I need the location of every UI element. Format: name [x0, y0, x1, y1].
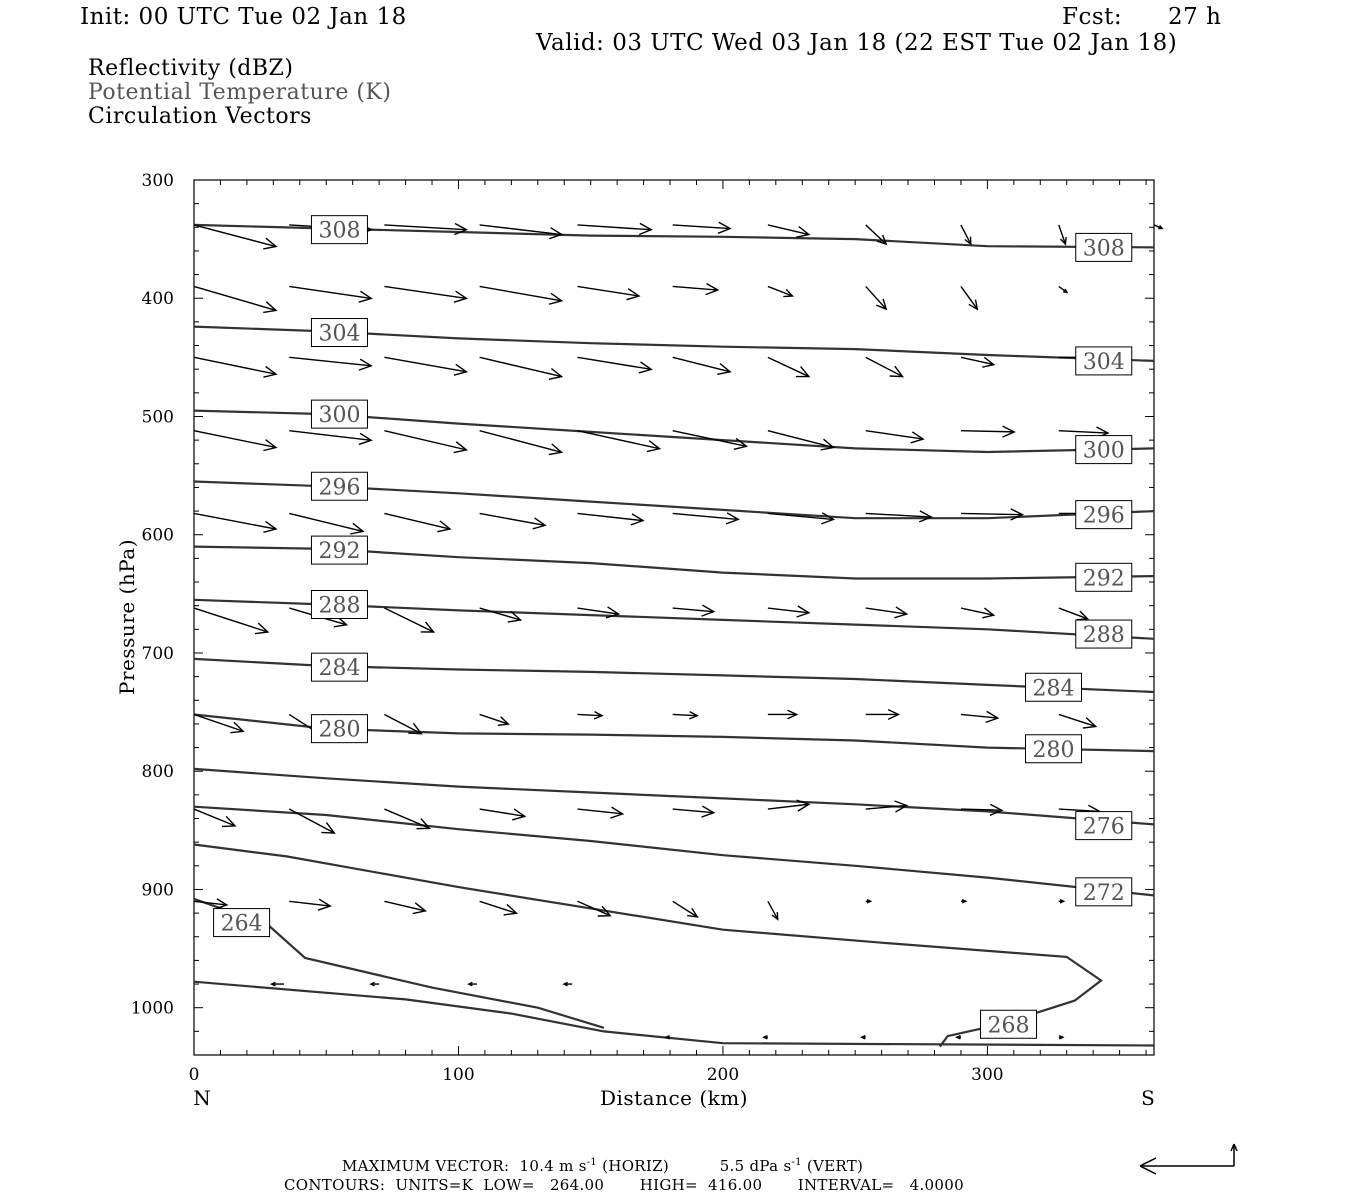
- x-tick-label: 200: [706, 1065, 740, 1085]
- circulation-vector: [866, 608, 907, 614]
- circulation-vector: [866, 431, 923, 439]
- y-tick-label: 400: [141, 289, 174, 310]
- circulation-vector: [480, 809, 525, 816]
- max-vector-vert-exponent: -1: [791, 1157, 802, 1168]
- circulation-vector: [384, 809, 429, 828]
- forecast-hour: 27 h: [1168, 4, 1222, 30]
- circulation-vector: [577, 714, 602, 715]
- y-tick-label: 500: [141, 407, 174, 428]
- x-tick-label: 0: [188, 1065, 200, 1085]
- contour-label: 284: [1032, 676, 1075, 702]
- circulation-vector: [577, 608, 618, 614]
- contour-label: 280: [318, 717, 361, 743]
- circulation-vector: [289, 286, 371, 298]
- contour-labels: [214, 216, 1132, 1039]
- forecast-label: Fcst:: [1062, 4, 1123, 30]
- circulation-vector: [480, 431, 562, 453]
- max-vector-horiz-exponent: -1: [586, 1157, 598, 1168]
- circulation-vector: [577, 357, 651, 369]
- circulation-vector: [480, 286, 562, 300]
- circulation-vector: [577, 901, 610, 915]
- circulation-vector: [194, 286, 276, 310]
- contour-label: 304: [1082, 349, 1125, 375]
- contour-label: 276: [1082, 814, 1125, 840]
- circulation-vector: [194, 225, 276, 247]
- circulation-vector: [866, 513, 932, 517]
- circulation-vector: [289, 431, 371, 441]
- theta-contours: [194, 225, 1154, 1047]
- contour-label: 300: [1082, 438, 1125, 464]
- theta-contour-line: [194, 807, 1154, 896]
- init-time: Init: 00 UTC Tue 02 Jan 18: [80, 4, 407, 30]
- x-left-direction: N: [193, 1086, 211, 1110]
- circulation-vector: [480, 357, 562, 376]
- circulation-vector: [673, 714, 698, 715]
- circulation-vector: [194, 809, 235, 826]
- contours-low: LOW= 264.00: [483, 1176, 605, 1194]
- x-tick-label: 100: [442, 1065, 475, 1085]
- max-vector-horiz-unit: (HORIZ): [602, 1157, 669, 1175]
- y-tick-label: 800: [141, 762, 174, 783]
- circulation-vector: [1059, 809, 1100, 811]
- x-axis-title: Distance (km): [599, 1086, 749, 1110]
- legend-circulation-vectors: Circulation Vectors: [88, 104, 312, 129]
- x-right-direction: S: [1141, 1086, 1155, 1110]
- circulation-vector: [289, 513, 363, 531]
- reference-vector-icon: [1140, 1144, 1237, 1174]
- y-tick-label: 600: [141, 525, 174, 546]
- circulation-vector-head: [687, 908, 697, 917]
- y-axis-title: Pressure (hPa): [115, 539, 139, 695]
- max-vector-label: MAXIMUM VECTOR:: [342, 1157, 510, 1175]
- circulation-vector: [577, 286, 639, 296]
- contour-label: 308: [318, 218, 361, 244]
- circulation-vector: [577, 225, 651, 230]
- contour-label: 292: [1082, 566, 1125, 592]
- contour-label: 272: [1082, 880, 1125, 906]
- circulation-vector: [194, 608, 268, 632]
- circulation-vector: [384, 225, 466, 230]
- circulation-vector: [384, 431, 466, 450]
- circulation-vector: [961, 286, 977, 309]
- contour-label: 296: [1082, 503, 1125, 529]
- circulation-vector: [866, 286, 887, 309]
- circulation-vector: [289, 357, 371, 365]
- circulation-vector: [384, 286, 466, 298]
- contour-label: 288: [1082, 623, 1125, 649]
- max-vector-horiz-value: 10.4 m s: [519, 1157, 587, 1175]
- legend-potential-temperature: Potential Temperature (K): [88, 80, 392, 105]
- circulation-vector: [673, 901, 698, 917]
- max-vector-vert-unit: (VERT): [806, 1157, 864, 1175]
- circulation-vector: [289, 809, 334, 833]
- contour-label: 296: [318, 475, 361, 501]
- valid-time: Valid: 03 UTC Wed 03 Jan 18 (22 EST Tue 02 Jan 18): [536, 30, 1178, 56]
- circulation-vector: [768, 357, 809, 376]
- contour-label: 308: [1082, 236, 1125, 262]
- y-tick-label: 700: [141, 643, 174, 664]
- circulation-vector: [961, 431, 1014, 432]
- circulation-vector: [480, 513, 546, 525]
- y-tick-label: 900: [141, 880, 174, 901]
- circulation-vector: [1059, 431, 1108, 433]
- y-tick-label: 1000: [130, 998, 174, 1019]
- circulation-vector: [384, 357, 466, 371]
- circulation-vector: [194, 357, 276, 374]
- contour-label: 288: [318, 593, 361, 619]
- circulation-vector: [194, 513, 276, 529]
- max-vector-vert-value: 5.5 dPa s: [719, 1157, 792, 1175]
- contours-label: CONTOURS:: [284, 1176, 386, 1194]
- y-tick-label: 300: [141, 171, 174, 191]
- contours-interval: INTERVAL= 4.0000: [797, 1176, 964, 1194]
- circulation-vector: [961, 513, 1023, 514]
- contour-label: 300: [318, 403, 361, 429]
- circulation-vector: [384, 608, 433, 632]
- contour-label: 292: [318, 539, 361, 565]
- contour-label: 280: [1032, 737, 1075, 763]
- contour-label: 268: [987, 1013, 1030, 1039]
- footer-contours: [284, 1176, 964, 1194]
- contours-units: UNITS=K: [395, 1176, 474, 1194]
- circulation-vector: [961, 225, 971, 244]
- contour-label: 284: [318, 656, 361, 682]
- x-tick-label: 300: [971, 1065, 1004, 1085]
- footer-max-vector: [342, 1157, 863, 1175]
- contours-high: HIGH= 416.00: [639, 1176, 763, 1194]
- circulation-vector: [673, 225, 730, 229]
- x-tick-labels: [189, 1065, 1004, 1085]
- legend-reflectivity: Reflectivity (dBZ): [88, 56, 294, 81]
- circulation-vector: [194, 431, 276, 448]
- contour-label: 264: [220, 911, 263, 937]
- contour-label: 304: [318, 321, 361, 347]
- circulation-vector: [866, 357, 903, 376]
- circulation-vector: [768, 901, 778, 919]
